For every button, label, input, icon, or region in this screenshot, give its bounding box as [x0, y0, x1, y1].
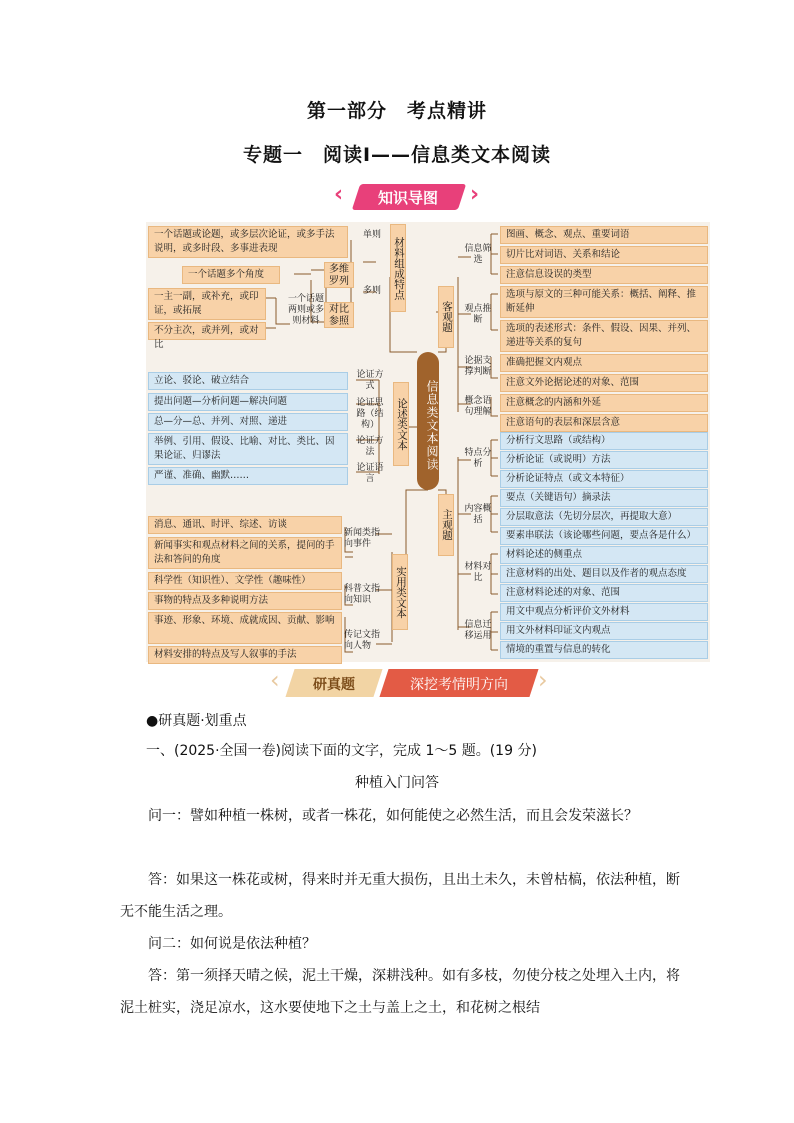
objective-box-2-1: 注意文外论据论述的对象、范围	[500, 374, 708, 392]
argument-box-2: 总—分—总、并列、对照、递进	[148, 413, 348, 431]
subjective-label-0: 特点分析	[464, 448, 492, 469]
practical-box-1-1: 事物的特点及多种说明方法	[148, 592, 342, 610]
paragraph-2: 答：如果这一株花或树，得来时并无重大损伤，且出土未久，未曾枯槁，依法种植，断无不能生活之理。	[120, 872, 680, 920]
subjective-box-3-1: 用文外材料印证文内观点	[500, 622, 708, 640]
practical-label-2: 传记文指向人物	[344, 630, 381, 651]
argument-box-1: 提出问题—分析问题—解决问题	[148, 393, 348, 411]
subjective-label-3: 信息迁移运用	[464, 620, 492, 641]
paragraph-1: 问一：譬如种植一株树，或者一株花，如何能使之必然生活，而且会发荣滋长？	[148, 808, 638, 824]
research-label: 研真题	[313, 677, 355, 693]
topic-title: 专题一 阅读Ⅰ——信息类文本阅读	[242, 144, 552, 166]
objective-box-3-1: 注意语句的表层和深层含意	[500, 414, 708, 432]
practical-box-1-0: 科学性（知识性）、文学性（趣味性）	[148, 572, 342, 590]
argument-box-0: 立论、驳论、破立结合	[148, 372, 348, 390]
objective-box-0-2: 注意信息设误的类型	[500, 266, 708, 284]
subjective-box-0-1: 分析论证（或说明）方法	[500, 451, 708, 469]
material-title: 材料组成特点	[390, 224, 406, 312]
subjective-box-2-1: 注意材料的出处、题目以及作者的观点态度	[500, 565, 708, 583]
chevron-right-icon: ›	[470, 182, 480, 207]
objective-box-2-0: 准确把握文内观点	[500, 354, 708, 372]
contrast-box-1: 一主一副，或补充，或印证，或拓展	[148, 288, 266, 320]
argument-label-3: 论证方法	[356, 436, 384, 457]
practical-title: 实用类文本	[392, 554, 408, 630]
research-banner	[270, 666, 550, 697]
subjective-title: 主观题	[438, 494, 454, 556]
multi-perspective-label: 多维罗列	[324, 262, 354, 288]
mind-map	[146, 222, 710, 662]
practical-box-2-1: 材料安排的特点及写人叙事的手法	[148, 646, 342, 664]
objective-box-1-1: 选项的表述形式：条件、假设、因果、并列、递进等关系的复句	[500, 320, 708, 352]
argument-box-3: 举例、引用、假设、比喻、对比、类比、因果论证、归谬法	[148, 433, 348, 465]
objective-label-1: 观点推断	[464, 304, 492, 325]
subjective-box-0-2: 分析论证特点（或文本特征）	[500, 470, 708, 488]
single-label: 单则	[362, 230, 381, 240]
research-subtitle: 深挖考情明方向	[410, 677, 508, 693]
argument-label-0: 论证方式	[356, 370, 384, 391]
knowledge-map-banner	[334, 182, 480, 210]
subjective-label-1: 内容概括	[464, 504, 492, 525]
contrast-box-2: 不分主次，或并列，或对比	[148, 322, 266, 340]
subjective-box-1-2: 要素串联法（该论哪些问题，要点各是什么）	[500, 527, 708, 545]
question-intro: 一、(2025·全国一卷)阅读下面的文字，完成 1～5 题。(19 分)	[146, 743, 537, 759]
subjective-box-2-2: 注意材料论述的对象、范围	[500, 584, 708, 602]
chevron-left-icon: ‹	[270, 666, 280, 694]
objective-title: 客观题	[438, 286, 454, 348]
objective-box-1-0: 选项与原文的三种可能关系：概括、阐释、推断延伸	[500, 286, 708, 318]
argument-box-4: 严谨、准确、幽默……	[148, 467, 348, 485]
practical-box-0-1: 新闻事实和观点材料之间的关系，提问的手法和答问的角度	[148, 537, 342, 569]
argument-label-1: 论证思路（结构）	[356, 398, 384, 430]
subjective-box-3-2: 情境的重置与信息的转化	[500, 641, 708, 659]
two-texts-label: 一个话题两则或多则材料	[288, 294, 325, 326]
chevron-right-icon: ›	[538, 666, 548, 694]
practical-label-1: 科普文指向知识	[344, 584, 381, 605]
practical-box-2-0: 事迹、形象、环境、成就成因、贡献、影响	[148, 612, 342, 644]
objective-box-3-0: 注意概念的内涵和外延	[500, 394, 708, 412]
section-heading: ●研真题·划重点	[146, 713, 247, 729]
contrast-label: 对比参照	[324, 302, 354, 328]
multi-label: 多则	[362, 286, 381, 296]
objective-label-3: 概念语句理解	[464, 396, 492, 417]
chevron-left-icon: ‹	[334, 182, 344, 207]
objective-label-2: 论据支撑判断	[464, 356, 492, 377]
center-node: 信息类文本阅读	[417, 352, 439, 490]
paragraph-3: 问二：如何说是依法种植？	[148, 936, 316, 952]
passage-title: 种植入门问答	[355, 775, 439, 791]
practical-box-0-0: 消息、通讯、时评、综述、访谈	[148, 516, 342, 534]
argument-title: 论述类文本	[393, 382, 409, 466]
argument-label-4: 论证语言	[356, 463, 384, 484]
practical-label-0: 新闻类指向事件	[344, 528, 381, 549]
subjective-label-2: 材料对比	[464, 562, 492, 583]
subjective-box-1-0: 要点（关键语句）摘录法	[500, 489, 708, 507]
objective-box-0-1: 切片比对词语、关系和结论	[500, 246, 708, 264]
knowledge-map-label: 知识导图	[377, 189, 438, 207]
subjective-box-3-0: 用文中观点分析评价文外材料	[500, 603, 708, 621]
paragraph-4: 答：第一须择天晴之候，泥土干燥，深耕浅种。如有多枝，勿使分枝之处埋入土内，将泥土桩实，浇足凉水，这水要使地下之土与盖上之土，和花树之根结	[120, 968, 680, 1016]
subjective-box-2-0: 材料论述的侧重点	[500, 546, 708, 564]
subjective-box-0-0: 分析行文思路（或结构）	[500, 432, 708, 450]
subjective-box-1-1: 分层取意法（先切分层次，再提取大意）	[500, 508, 708, 526]
multi-perspective-box: 一个话题多个角度	[182, 266, 280, 284]
objective-label-0: 信息筛选	[464, 244, 492, 265]
single-box: 一个话题或论题，或多层次论证，或多手法说明，或多时段、多事进表现	[148, 226, 348, 258]
objective-box-0-0: 图画、概念、观点、重要词语	[500, 226, 708, 244]
part-title: 第一部分 考点精讲	[306, 100, 487, 122]
